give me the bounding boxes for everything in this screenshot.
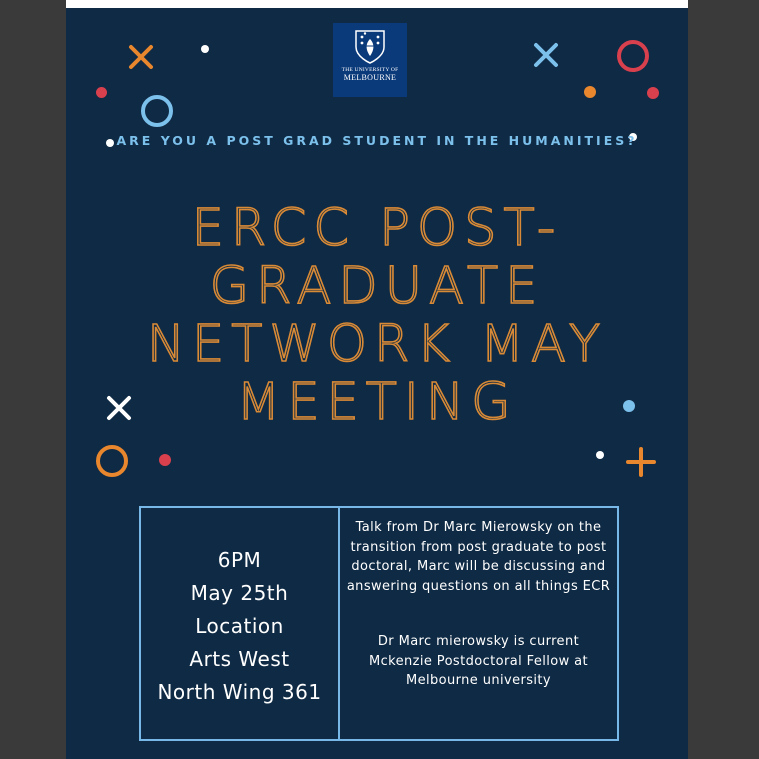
title-line: ERCC POST- (191, 199, 563, 258)
event-poster (66, 8, 688, 759)
location-label: Location (195, 613, 284, 638)
event-title (66, 200, 688, 432)
details-box (139, 506, 619, 741)
top-border (66, 0, 688, 8)
logo-line1: THE UNIVERSITY OF (341, 67, 399, 73)
event-description (340, 508, 617, 739)
orange-dot (584, 86, 596, 98)
orange-plus-icon (625, 446, 657, 478)
white-dot (201, 45, 209, 53)
red-dot (159, 454, 171, 466)
speaker-bio: Dr Marc mierowsky is current Mckenzie Postdoctoral Fellow at Melbourne university (368, 634, 589, 688)
event-details (141, 508, 340, 739)
white-dot (596, 451, 604, 459)
crest-icon (353, 29, 387, 65)
orange-cross-icon (126, 42, 156, 72)
blue-cross-icon (530, 39, 562, 71)
logo-line2: MELBOURNE (343, 73, 397, 82)
tagline: ARE YOU A POST GRAD STUDENT IN THE HUMANITIES? (116, 133, 638, 148)
blue-ring-icon (141, 95, 173, 127)
red-dot (96, 87, 107, 98)
event-time: 6PM (217, 547, 262, 572)
title-line: NETWORK MAY (146, 315, 608, 374)
red-dot (647, 87, 659, 99)
title-line: GRADUATE (209, 257, 545, 316)
title-line: MEETING (236, 373, 518, 432)
event-room: North Wing 361 (157, 679, 322, 704)
event-venue: Arts West (189, 646, 290, 671)
orange-ring-icon (96, 445, 128, 477)
event-date: May 25th (190, 580, 289, 605)
talk-description: Talk from Dr Marc Mierowsky on the transition from post graduate to post doctoral, Marc will be discussing and answering questions on all things ECR (346, 520, 611, 594)
university-logo (333, 23, 407, 97)
red-ring-icon (617, 40, 649, 72)
